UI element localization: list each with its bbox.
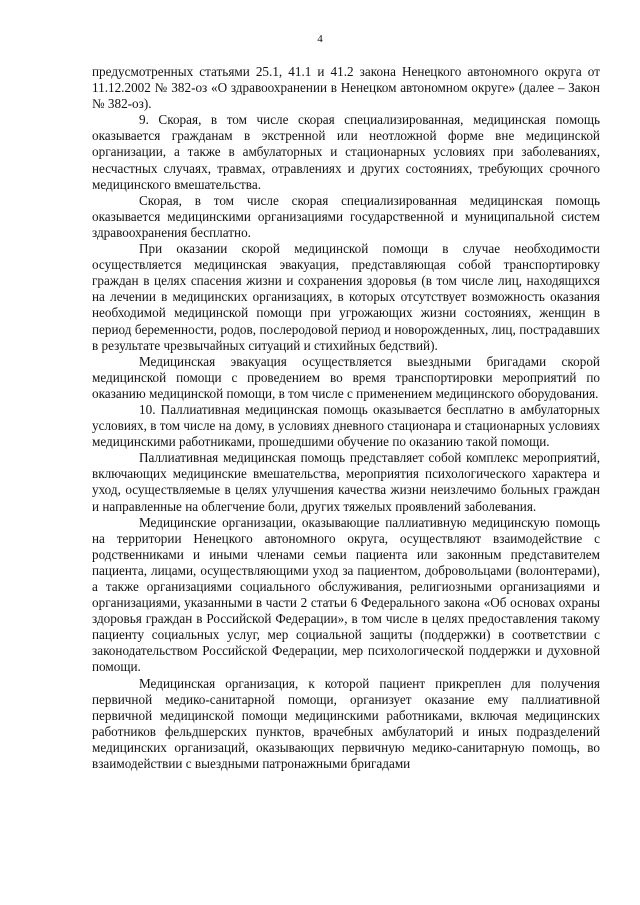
paragraph-item-10-primary-care: Медицинская организация, к которой пациент прикреплен для получения первичной медико-санитарной помощи, организует оказание ему паллиативной первичной медицинской помощи медицинскими работниками, включая медицинских работников фельдшерских пунктов, врачебных амбулаторий и иных подразделений медицинских организаций, оказывающих первичную медико-санитарную помощь, во взаимодействии с выездными патронажными бригадами: [92, 675, 600, 772]
paragraph-item-9-free: Скорая, в том числе скорая специализированная медицинская помощь оказывается медицинскими организациями государственной и муниципальной систем здравоохранения бесплатно.: [92, 192, 600, 240]
paragraph-item-10-palliative: 10. Паллиативная медицинская помощь оказывается бесплатно в амбулаторных условиях, в том числе на дому, в условиях дневного стационара и стационарных условиях медицинскими работниками, прошедшими обучение по оказанию такой помощи.: [92, 401, 600, 450]
paragraph-item-10-organizations: Медицинские организации, оказывающие паллиативную медицинскую помощь на территории Ненецкого автономного округа, осуществляют взаимодействие с родственниками и иными членами семьи пациента или законным представителем пациента, лицами, осуществляющими уход за пациентом, добровольцами (волонтерами), а также организациями социального обслуживания, религиозными организациями и организациями, указанными в части 2 статьи 6 Федерального закона «Об основах охраны здоровья граждан в Российской Федерации», в том числе в целях предоставления такому пациенту социальных услуг, мер социальной защиты (поддержки) в соответствии с законодательством Российской Федерации, мер психологической поддержки и духовной помощи.: [92, 514, 600, 675]
paragraph-item-9-definition: 9. Скорая, в том числе скорая специализированная, медицинская помощь оказывается гражданам в экстренной или неотложной форме вне медицинской организации, а также в амбулаторных и стационарных условиях при заболеваниях, несчастных случаях, травмах, отравлениях и других состояниях, требующих срочного медицинского вмешательства.: [92, 112, 600, 192]
paragraph-continuation: предусмотренных статьями 25.1, 41.1 и 41.2 закона Ненецкого автономного округа от 11.12.2002 № 382-оз «О здравоохранении в Ненецком автономном округе» (далее – Закон № 382-оз).: [92, 64, 600, 112]
paragraph-item-9-evacuation: При оказании скорой медицинской помощи в случае необходимости осуществляется медицинская эвакуация, представляющая собой транспортировку граждан в целях спасения жизни и сохранения здоровья (в том числе лиц, находящихся на лечении в медицинских организациях, в которых отсутствует возможность оказания необходимой медицинской помощи при угрожающих жизни состояниях, женщин в период беременности, родов, послеродовой период и новорожденных, лиц, пострадавших в результате чрезвычайных ситуаций и стихийных бедствий).: [92, 241, 600, 353]
paragraph-item-10-complex: Паллиативная медицинская помощь представляет собой комплекс мероприятий, включающих медицинские вмешательства, мероприятия психологического характера и уход, осуществляемые в целях улучшения качества жизни неизлечимо больных граждан и направленные на облегчение боли, других тяжелых проявлений заболевания.: [92, 450, 600, 514]
document-body: [92, 64, 600, 772]
paragraph-item-9-brigades: Медицинская эвакуация осуществляется выездными бригадами скорой медицинской помощи с проведением во время транспортировки мероприятий по оказанию медицинской помощи, в том числе с применением медицинского оборудования.: [92, 353, 600, 401]
page-number: 4: [317, 33, 323, 45]
